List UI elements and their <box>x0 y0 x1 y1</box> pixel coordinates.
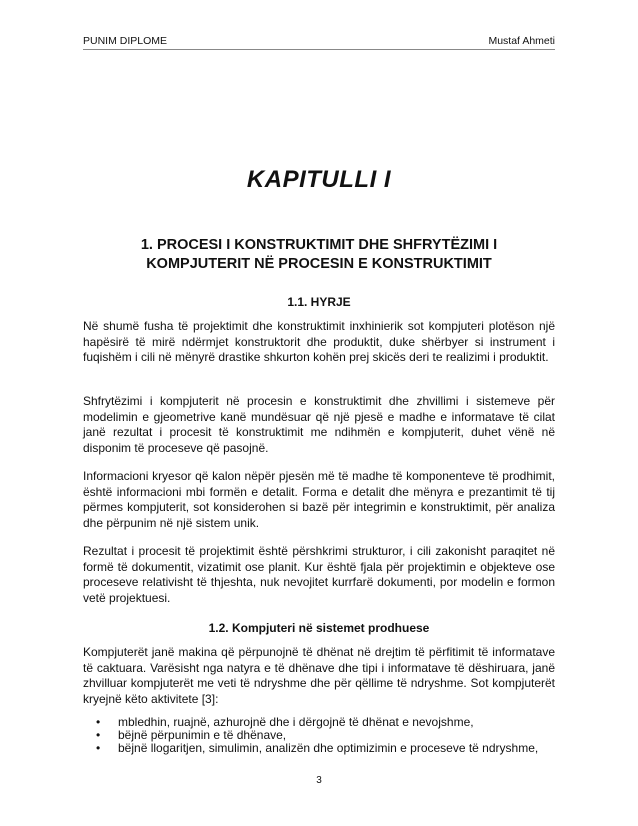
paragraph-3: Informacioni kryesor që kalon nëpër pjesën më të madhe të komponenteve të prodhimit, është informacioni mbi formën e detalit. Forma e detalit dhe mënyra e prezantimit të tij përmes kompjuterit, sot konsiderohen si bazë për integrimin e konstruktimit, për analiza dhe përpunim në një sistem unik. <box>83 469 555 530</box>
subsection-heading-computers: 1.2. Kompjuteri në sistemet prodhuese <box>208 621 430 635</box>
header-author: Mustaf Ahmeti <box>488 35 555 47</box>
activity-list <box>96 715 555 756</box>
page-header <box>83 33 555 50</box>
paragraph-2: Shfrytëzimi i kompjuterit në procesin e konstruktimit dhe zhvillimi i sistemeve për modelimin e gjeometrive kanë mundësuar që një pjesë e madhe e informatave të cilat janë rezultat i procesit të konstruktimit me ndihmën e kompjuterit, duhet vënë në disponim të proceseve që pasojnë. <box>83 394 555 455</box>
list-item-text: bëjnë llogaritjen, simulimin, analizën dhe optimizimin e proceseve të ndryshme, <box>118 741 539 756</box>
bullet-icon: • <box>96 728 101 743</box>
page-number: 3 <box>316 775 322 786</box>
list-item-text: mbledhin, ruajnë, azhurojnë dhe i dërgojnë të dhënat e nevojshme, <box>118 715 474 729</box>
paragraph-5: Kompjuterët janë makina që përpunojnë të dhënat në drejtim të përfitimit të informatave të caktuara. Varësisht nga natyra e të dhënave dhe tipi i informatave të dëshiruara, janë zhvilluar kompjuterët me veti të ndryshme dhe për qëllime të ndryshme. Sot kompjuterët kryejnë këto aktivitete [3]: <box>83 645 555 706</box>
section-title: 1. PROCESI I KONSTRUKTIMIT DHE SHFRYTËZIMI I KOMPJUTERIT NË PROCESIN E KONSTRUKTIMIT <box>140 237 498 272</box>
list-item-text: bëjnë përpunimin e të dhënave, <box>118 728 287 743</box>
header-title: PUNIM DIPLOME <box>83 35 168 47</box>
bullet-icon: • <box>96 741 101 756</box>
subsection-heading-intro: 1.1. HYRJE <box>287 295 351 309</box>
paragraph-4: Rezultat i procesit të projektimit është përshkrimi strukturor, i cili zakonisht paraqitet në formë të dokumentit, vizatimit ose planit. Kur është fjala për projektimin e objekteve ose proceseve relativisht të thjeshta, nuk nevojitet kurrfarë dokumenti, por modelin e formon vetë projektuesi. <box>83 544 555 605</box>
list-item <box>96 741 555 756</box>
bullet-icon: • <box>96 715 101 729</box>
chapter-title: KAPITULLI I <box>246 166 392 193</box>
paragraph-1: Në shumë fusha të projektimit dhe konstruktimit inxhinierik sot kompjuteri plotëson një hapësirë të mirë ndërmjet konstruktorit dhe produktit, duke shërbyer si instrument i fuqishëm i cili në mënyrë drastike shkurton kohën prej skicës deri te realizimi i produktit. <box>83 319 555 365</box>
